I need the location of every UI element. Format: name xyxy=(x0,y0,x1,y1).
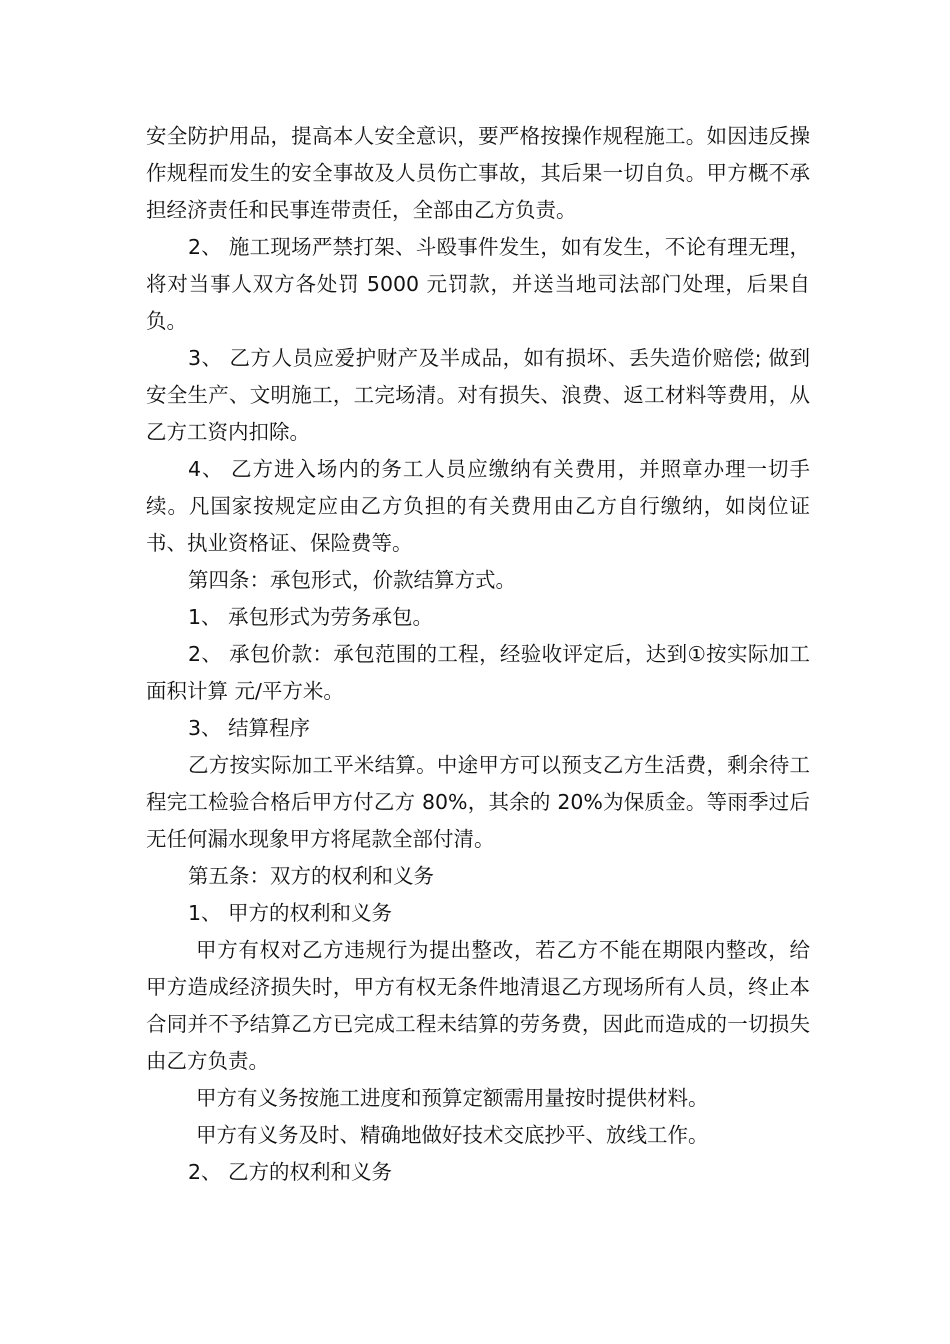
document-body xyxy=(146,118,810,1191)
paragraph-party-a-materials: 甲方有义务按施工进度和预算定额需用量按时提供材料。 xyxy=(196,1086,709,1110)
paragraph-contract-form: 1、 承包形式为劳务承包。 xyxy=(188,605,434,629)
paragraph-party-a-technical: 甲方有义务及时、精确地做好技术交底抄平、放线工作。 xyxy=(196,1123,709,1147)
paragraph-contract-price: 2、 承包价款：承包范围的工程，经验收评定后，达到①按实际加工面积计算 元/平方米。 xyxy=(146,642,810,703)
paragraph-clause-3-property: 3、 乙方人员应爱护财产及半成品，如有损坏、丢失造价赔偿; 做到安全生产、文明施工，工完场清。对有损失、浪费、返工材料等费用，从乙方工资内扣除。 xyxy=(146,346,810,444)
paragraph-settlement-procedure: 3、 结算程序 xyxy=(188,716,311,740)
paragraph-party-a-heading: 1、 甲方的权利和义务 xyxy=(188,901,393,925)
paragraph-clause-4-fees: 4、 乙方进入场内的务工人员应缴纳有关费用，并照章办理一切手续。凡国家按规定应由乙方负担的有关费用由乙方自行缴纳，如岗位证书、执业资格证、保险费等。 xyxy=(146,457,810,555)
paragraph-safety-equipment: 安全防护用品，提高本人安全意识，要严格按操作规程施工。如因违反操作规程而发生的安全事故及人员伤亡事故，其后果一切自负。甲方概不承担经济责任和民事连带责任，全部由乙方负责。 xyxy=(146,124,810,222)
paragraph-party-a-rights: 甲方有权对乙方违规行为提出整改，若乙方不能在期限内整改，给甲方造成经济损失时，甲方有权无条件地清退乙方现场所有人员，终止本合同并不予结算乙方已完成工程未结算的劳务费，因此而造成的一切损失由乙方负责。 xyxy=(146,938,810,1073)
section-heading-article-5: 第五条：双方的权利和义务 xyxy=(188,864,434,888)
paragraph-party-b-heading: 2、 乙方的权利和义务 xyxy=(188,1160,393,1184)
section-heading-article-4: 第四条：承包形式，价款结算方式。 xyxy=(188,568,516,592)
paragraph-settlement-details: 乙方按实际加工平米结算。中途甲方可以预支乙方生活费，剩余待工程完工检验合格后甲方付乙方 80%，其余的 20%为保质金。等雨季过后无任何漏水现象甲方将尾款全部付清。 xyxy=(146,753,810,851)
paragraph-clause-2-fighting: 2、 施工现场严禁打架、斗殴事件发生，如有发生，不论有理无理，将对当事人双方各处罚 5000 元罚款，并送当地司法部门处理，后果自负。 xyxy=(146,235,810,333)
